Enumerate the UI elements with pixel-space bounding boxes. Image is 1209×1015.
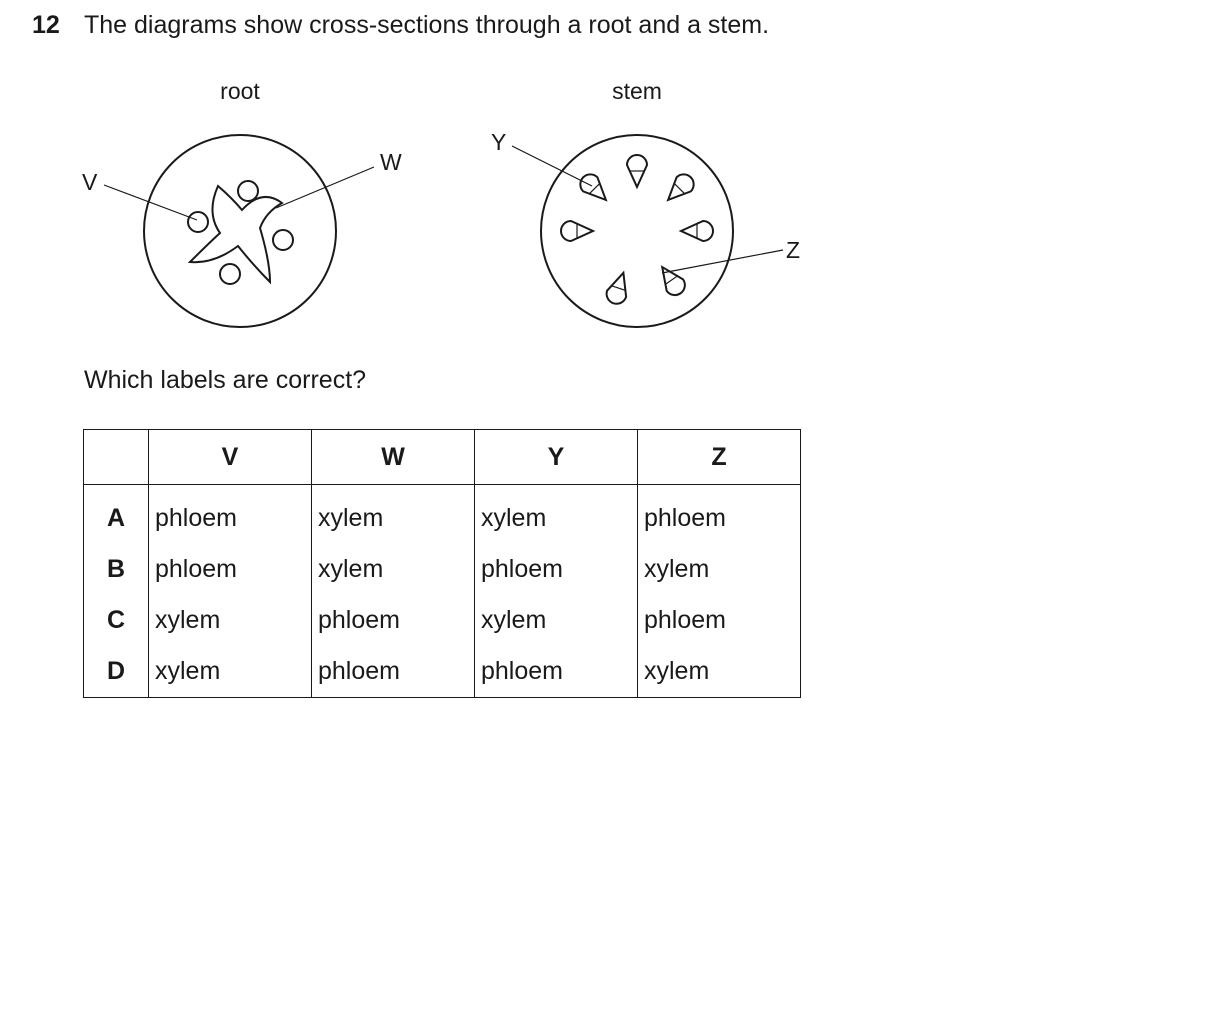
cell-z: phloem <box>638 485 801 545</box>
bundle-divider <box>665 276 678 285</box>
answer-table <box>83 429 801 698</box>
label-y: Y <box>491 129 507 155</box>
cell-y: phloem <box>475 646 638 698</box>
cell-z: xylem <box>638 646 801 698</box>
cell-y: xylem <box>475 485 638 545</box>
cell-v: xylem <box>149 646 312 698</box>
root-phloem-patch <box>273 230 293 250</box>
root-phloem-patch <box>188 212 208 232</box>
label-line-v <box>104 185 197 220</box>
cell-y: phloem <box>475 544 638 595</box>
cell-w: phloem <box>312 646 475 698</box>
option-letter: B <box>84 544 149 595</box>
bundle-divider <box>589 183 600 194</box>
root-xylem-star <box>190 186 282 282</box>
root-phloem-patch <box>220 264 240 284</box>
table-row[interactable] <box>84 485 801 545</box>
cell-v: phloem <box>149 485 312 545</box>
label-w: W <box>380 149 402 175</box>
question-prompt: Which labels are correct? <box>84 366 367 394</box>
header-v: V <box>149 430 312 485</box>
option-letter: C <box>84 595 149 646</box>
root-phloem-patch <box>238 181 258 201</box>
label-z: Z <box>786 237 801 263</box>
root-outline <box>144 135 336 327</box>
question-number: 12 <box>32 11 60 39</box>
header-blank <box>84 430 149 485</box>
label-line-z <box>662 250 783 273</box>
header-w: W <box>312 430 475 485</box>
question-text: The diagrams show cross-sections through a root and a stem. <box>84 11 770 39</box>
cell-z: xylem <box>638 544 801 595</box>
table-header-row <box>84 430 801 485</box>
root-title: root <box>220 78 260 104</box>
table-row[interactable] <box>84 595 801 646</box>
table-row[interactable] <box>84 646 801 698</box>
cell-w: phloem <box>312 595 475 646</box>
stem-diagram <box>491 78 800 327</box>
cross-section-diagrams <box>0 0 830 345</box>
cell-w: xylem <box>312 485 475 545</box>
header-z: Z <box>638 430 801 485</box>
header-y: Y <box>475 430 638 485</box>
table-row[interactable] <box>84 544 801 595</box>
bundle-divider <box>611 286 626 291</box>
label-line-y <box>512 146 592 186</box>
stem-title: stem <box>612 78 662 104</box>
bundle-divider <box>674 183 685 194</box>
cell-v: xylem <box>149 595 312 646</box>
root-diagram <box>82 78 402 327</box>
option-letter: A <box>84 485 149 545</box>
stem-outline <box>541 135 733 327</box>
cell-w: xylem <box>312 544 475 595</box>
cell-y: xylem <box>475 595 638 646</box>
label-line-w <box>276 167 374 208</box>
option-letter: D <box>84 646 149 698</box>
label-v: V <box>82 169 98 195</box>
cell-z: phloem <box>638 595 801 646</box>
cell-v: phloem <box>149 544 312 595</box>
